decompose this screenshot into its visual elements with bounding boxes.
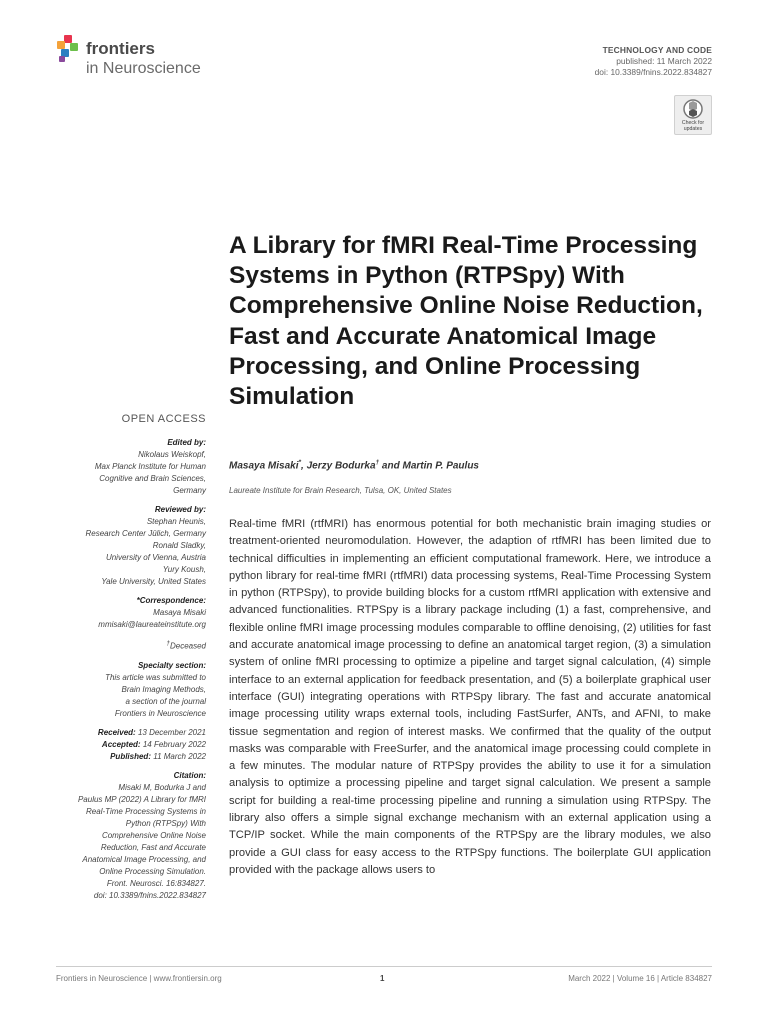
footer-journal-link[interactable]: Frontiers in Neuroscience | www.frontiersin.org: [56, 974, 222, 983]
sidebar-line: Germany: [173, 486, 206, 495]
edited-by-section: [40, 437, 206, 497]
logo-journal-name: in Neuroscience: [86, 60, 201, 77]
sidebar-line: Ronald Sladky,: [152, 541, 206, 550]
frontiers-logo-icon: [56, 34, 82, 64]
sidebar-line: Misaki M, Bodurka J and: [118, 782, 206, 792]
abstract-text: Real-time fMRI (rtfMRI) has enormous potential for both mechanistic brain imaging studies or treatment-oriented neuromodulation. However, the adaption of rtfMRI has been limited due to technical difficulties in implementing an efficient computational framework. Here, we introduce a python library for real-time fMRI (rtfMRI) data processing systems, Real-Time Processing System in python (RTPSpy), to provide building blocks for a custom rtfMRI application with extensive and advanced functionalities. RTPSpy is a library package including (1) a fast, comprehensive, and flexible online fMRI image processing modules comparable to offline denoising, (2) utilities for fast and accurate anatomical image processing to define an anatomical target region, (3) a simulation system of online fMRI processing to optimize a pipeline and target signal calculation, (4) simple interface to an external application for feedback presentation, and (5) a boilerplate graphical user interface (GUI) integrating operations with RTPSpy library. The fast and accurate anatomical image processing utility wraps external tools, including FastSurfer, ANTs, and AFNI, to make tissue segmentation and region of interest masks. We confirmed that the quality of the output masks was comparable with FreeSurfer, and the anatomical image processing could complete in a few minutes. The modular nature of RTPSpy provides the ability to use it for a simulation analysis to optimize a processing pipeline and target signal calculation. We present a sample script for building a real-time processing pipeline and running a simulation using RTPSpy. The library also offers a simple signal exchange mechanism with an external application using a TCP/IP socket. While the main components of the RTPSpy are the library modules, we also provide a GUI class for easy access to the RTPSpy functions. The boilerplate GUI application provided with the package allows users to: [229, 518, 711, 876]
received-label: Received:: [97, 727, 136, 737]
sidebar-line: Comprehensive Online Noise: [101, 830, 206, 840]
accepted-label: Accepted:: [101, 739, 141, 749]
sidebar-line: Real-Time Processing Systems in: [86, 806, 206, 816]
article-meta: [595, 45, 712, 78]
corresponding-mark: *: [298, 459, 302, 466]
correspondence-section: [40, 595, 206, 631]
accepted-date: 14 February 2022: [142, 739, 206, 749]
check-label-line-1: Check for: [681, 120, 705, 126]
section-heading: Citation:: [173, 770, 206, 780]
reviewed-by-section: [40, 504, 206, 588]
published-date-sidebar: 11 March 2022: [153, 751, 206, 761]
deceased-note-mark: †: [166, 640, 170, 647]
article-title: A Library for fMRI Real-Time Processing Systems in Python (RTPSpy) With Comprehensive Online Noise Reduction, Fast and Accurate Anatomical Image Processing, and Online Processing Simulation: [229, 232, 703, 411]
author-bodurka[interactable]: Jerzy Bodurka: [306, 460, 376, 472]
citation-section: [40, 770, 206, 902]
deceased-text: Deceased: [169, 641, 206, 651]
sidebar-line: a section of the journal: [125, 696, 206, 706]
check-updates-label: [675, 120, 711, 132]
open-access-label: OPEN ACCESS: [121, 413, 206, 425]
sidebar-line: Research Center Jülich, Germany: [85, 529, 206, 538]
sidebar-line: Stephan Heunis,: [146, 517, 206, 526]
footer-issue-info: March 2022 | Volume 16 | Article 834827: [568, 974, 712, 983]
sidebar-line: Cognitive and Brain Sciences,: [99, 474, 206, 483]
sidebar-line: Anatomical Image Processing, and: [82, 854, 206, 864]
sidebar-line: Yury Koush,: [162, 565, 206, 574]
author-paulus[interactable]: Martin P. Paulus: [402, 460, 479, 472]
citation-doi[interactable]: doi: 10.3389/fnins.2022.834827: [93, 890, 206, 900]
author-misaki[interactable]: Masaya Misaki: [229, 460, 299, 472]
author-separator: ,: [301, 460, 307, 472]
check-for-updates-badge[interactable]: [674, 95, 712, 135]
correspondence-email[interactable]: mmisaki@laureateinstitute.org: [98, 620, 206, 629]
check-updates-icon: [683, 99, 703, 119]
sidebar-line: Masaya Misaki: [153, 608, 206, 617]
sidebar-line: Max Planck Institute for Human: [94, 462, 206, 471]
sidebar-line: Front. Neurosci. 16:834827.: [106, 878, 206, 888]
author-separator: and: [379, 460, 403, 472]
sidebar-line: Online Processing Simulation.: [99, 866, 206, 876]
received-date: 13 December 2021: [137, 727, 206, 737]
check-label-line-2: updates: [683, 126, 703, 132]
section-heading: Edited by:: [167, 438, 206, 447]
sidebar-line: Paulus MP (2022) A Library for fMRI: [77, 794, 206, 804]
sidebar-line: Python (RTPSpy) With: [125, 818, 206, 828]
published-date: published: 11 March 2022: [616, 56, 712, 66]
section-heading: Reviewed by:: [154, 505, 206, 514]
affiliation: Laureate Institute for Brain Research, Tulsa, OK, United States: [229, 486, 452, 495]
sidebar-line: University of Vienna, Austria: [105, 553, 206, 562]
section-heading: Specialty section:: [137, 660, 206, 670]
sidebar-line: Nikolaus Weiskopf,: [138, 450, 206, 459]
section-heading: *Correspondence:: [136, 596, 206, 605]
published-label: Published:: [110, 751, 151, 761]
article-doi[interactable]: doi: 10.3389/fnins.2022.834827: [594, 67, 712, 77]
deceased-mark: †: [375, 459, 380, 466]
sidebar-line: Reduction, Fast and Accurate: [100, 842, 206, 852]
journal-logo[interactable]: [56, 34, 226, 84]
sidebar-line: Yale University, United States: [101, 577, 206, 586]
sidebar-line: Brain Imaging Methods,: [121, 684, 206, 694]
sidebar-line: Frontiers in Neuroscience: [114, 708, 206, 718]
sidebar-line: This article was submitted to: [105, 672, 206, 682]
page-number: 1: [380, 974, 385, 983]
article-sidebar: [40, 412, 206, 909]
author-list: [229, 459, 709, 471]
deceased-note: [40, 638, 206, 653]
logo-brand: frontiers: [86, 39, 155, 58]
footer-divider: [56, 966, 712, 967]
specialty-section: [40, 660, 206, 720]
dates-section: [40, 727, 206, 763]
article-type: TECHNOLOGY AND CODE: [602, 45, 712, 55]
